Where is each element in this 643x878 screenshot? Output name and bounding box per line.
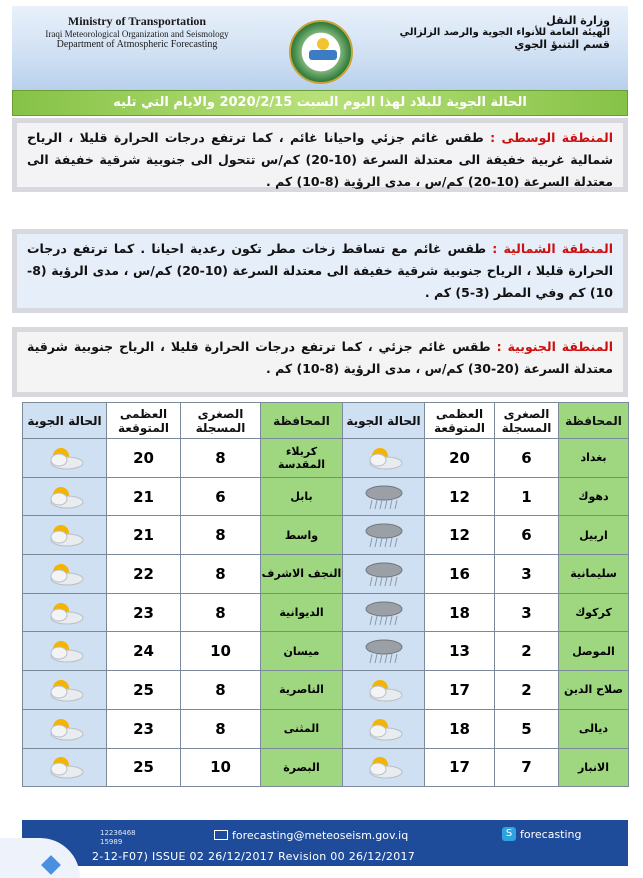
email-icon bbox=[214, 830, 228, 840]
table-row bbox=[23, 555, 629, 594]
min-temp-cell: 3 bbox=[495, 555, 559, 594]
province-cell: اربيل bbox=[559, 516, 629, 555]
condition-cell bbox=[23, 439, 107, 478]
province-cell: صلاح الدين bbox=[559, 671, 629, 710]
min-temp-cell: 8 bbox=[181, 516, 261, 555]
province-cell: ديالى bbox=[559, 709, 629, 748]
partly-cloudy-icon bbox=[37, 676, 93, 704]
partly-cloudy-icon bbox=[37, 599, 93, 627]
condition-cell bbox=[343, 593, 425, 632]
max-temp-cell: 12 bbox=[425, 516, 495, 555]
table-row bbox=[23, 671, 629, 710]
logo-sun-icon bbox=[317, 38, 329, 50]
province-cell: النجف الاشرف bbox=[261, 555, 343, 594]
forecast-title: الحالة الجوية للبلاد لهذا اليوم السبت 2020/2/15 والايام التي تليه bbox=[113, 95, 527, 110]
region-north-text: طقس غائم مع تساقط زخات مطر تكون رعدية احيانا . كما ترتفع درجات الحرارة قليلا ، الرياح جنوبية شرقية خفيفة الى معتدلة السرعة (10-20) كم/س ، مدى الرؤية (8-10) كم وفي المطر (3-5) كم . bbox=[27, 241, 613, 300]
table-row bbox=[23, 516, 629, 555]
phone-2: 15989 bbox=[100, 838, 123, 846]
footer-email[interactable]: forecasting@meteoseism.gov.iq bbox=[232, 829, 409, 842]
province-cell: الانبار bbox=[559, 748, 629, 787]
max-temp-cell: 12 bbox=[425, 477, 495, 516]
edit-pen-icon[interactable] bbox=[41, 855, 61, 875]
min-temp-cell: 3 bbox=[495, 593, 559, 632]
partly-cloudy-icon bbox=[37, 637, 93, 665]
max-temp-cell: 18 bbox=[425, 593, 495, 632]
partly-cloudy-icon bbox=[356, 753, 412, 781]
condition-cell bbox=[23, 632, 107, 671]
region-middle-label: المنطقة الوسطى : bbox=[490, 130, 613, 145]
department-name-en: Department of Atmospheric Forecasting bbox=[56, 39, 218, 50]
province-cell: دهوك bbox=[559, 477, 629, 516]
partly-cloudy-icon bbox=[37, 560, 93, 588]
max-temp-cell: 25 bbox=[107, 671, 181, 710]
col-min-2: الصغرى المسجلة bbox=[181, 403, 261, 439]
region-middle bbox=[12, 118, 628, 192]
page-header bbox=[12, 6, 628, 90]
province-cell: البصرة bbox=[261, 748, 343, 787]
footer-issue-line: 2-12-F07) ISSUE 02 26/12/2017 Revision 00 26/12/2017 bbox=[92, 850, 416, 863]
max-temp-cell: 13 bbox=[425, 632, 495, 671]
min-temp-cell: 10 bbox=[181, 748, 261, 787]
max-temp-cell: 25 bbox=[107, 748, 181, 787]
min-temp-cell: 6 bbox=[495, 439, 559, 478]
min-temp-cell: 5 bbox=[495, 709, 559, 748]
forecast-title-bar bbox=[12, 90, 628, 116]
province-cell: ميسان bbox=[261, 632, 343, 671]
col-max-2: العظمى المتوقعة bbox=[107, 403, 181, 439]
rain-icon bbox=[356, 483, 412, 511]
rain-icon bbox=[356, 521, 412, 549]
organization-name-en: Iraqi Meteorological Organization and Seismology bbox=[45, 29, 229, 39]
page-footer bbox=[22, 820, 628, 866]
max-temp-cell: 21 bbox=[107, 516, 181, 555]
col-min-1: الصغرى المسجلة bbox=[495, 403, 559, 439]
min-temp-cell: 6 bbox=[495, 516, 559, 555]
min-temp-cell: 8 bbox=[181, 555, 261, 594]
min-temp-cell: 10 bbox=[181, 632, 261, 671]
min-temp-cell: 7 bbox=[495, 748, 559, 787]
max-temp-cell: 21 bbox=[107, 477, 181, 516]
table-row bbox=[23, 593, 629, 632]
condition-cell bbox=[23, 748, 107, 787]
partly-cloudy-icon bbox=[356, 676, 412, 704]
min-temp-cell: 8 bbox=[181, 709, 261, 748]
province-cell: الموصل bbox=[559, 632, 629, 671]
max-temp-cell: 23 bbox=[107, 709, 181, 748]
partly-cloudy-icon bbox=[356, 444, 412, 472]
skype-icon: S bbox=[502, 827, 516, 841]
condition-cell bbox=[23, 593, 107, 632]
min-temp-cell: 8 bbox=[181, 439, 261, 478]
province-cell: الناصرية bbox=[261, 671, 343, 710]
province-cell: بغداد bbox=[559, 439, 629, 478]
rain-icon bbox=[356, 637, 412, 665]
province-cell: سليمانية bbox=[559, 555, 629, 594]
table-row bbox=[23, 709, 629, 748]
organization-logo bbox=[289, 20, 353, 84]
province-cell: واسط bbox=[261, 516, 343, 555]
max-temp-cell: 20 bbox=[107, 439, 181, 478]
max-temp-cell: 17 bbox=[425, 748, 495, 787]
max-temp-cell: 20 bbox=[425, 439, 495, 478]
condition-cell bbox=[343, 671, 425, 710]
partly-cloudy-icon bbox=[37, 444, 93, 472]
col-max-1: العظمى المتوقعة bbox=[425, 403, 495, 439]
min-temp-cell: 6 bbox=[181, 477, 261, 516]
max-temp-cell: 18 bbox=[425, 709, 495, 748]
max-temp-cell: 22 bbox=[107, 555, 181, 594]
phone-numbers bbox=[100, 829, 136, 847]
condition-cell bbox=[23, 516, 107, 555]
organization-name-ar: الهيئة العامة للأنواء الجوية والرصد الزلزالي bbox=[399, 27, 610, 38]
region-middle-text: طقس غائم جزئي واحيانا غائم ، كما ترتفع درجات الحرارة قليلا ، الرياح شمالية غربية خفيفة الى معتدلة السرعة (10-20) كم/س تتحول الى جنوبية شرقية خفيفة الى معتدلة السرعة (10-20) كم/س ، مدى الرؤية (8-10) كم . bbox=[27, 130, 613, 189]
max-temp-cell: 23 bbox=[107, 593, 181, 632]
region-south bbox=[12, 327, 628, 397]
col-province-2: المحافظة bbox=[261, 403, 343, 439]
col-condition-1: الحالة الجوية bbox=[343, 403, 425, 439]
max-temp-cell: 16 bbox=[425, 555, 495, 594]
col-province-1: المحافظة bbox=[559, 403, 629, 439]
partly-cloudy-icon bbox=[37, 521, 93, 549]
region-north bbox=[12, 229, 628, 313]
footer-skype[interactable]: forecasting bbox=[520, 828, 582, 841]
table-row bbox=[23, 632, 629, 671]
table-row bbox=[23, 439, 629, 478]
province-cell: كركوك bbox=[559, 593, 629, 632]
condition-cell bbox=[343, 516, 425, 555]
condition-cell bbox=[23, 477, 107, 516]
province-cell: المثنى bbox=[261, 709, 343, 748]
partly-cloudy-icon bbox=[356, 715, 412, 743]
condition-cell bbox=[343, 477, 425, 516]
condition-cell bbox=[23, 671, 107, 710]
table-header-row bbox=[23, 403, 629, 439]
province-cell: كربلاء المقدسة bbox=[261, 439, 343, 478]
condition-cell bbox=[23, 555, 107, 594]
weather-table bbox=[22, 402, 629, 787]
table-row bbox=[23, 748, 629, 787]
max-temp-cell: 17 bbox=[425, 671, 495, 710]
region-south-text: طقس غائم جزئي ، كما ترتفع درجات الحرارة قليلا ، الرياح جنوبية شرقية معتدلة السرعة (20-30) كم/س ، مدى الرؤية (8-10) كم . bbox=[27, 339, 613, 376]
partly-cloudy-icon bbox=[37, 753, 93, 781]
department-name-ar: قسم التنبؤ الجوي bbox=[514, 38, 610, 51]
logo-sea-icon bbox=[309, 50, 337, 60]
condition-cell bbox=[343, 748, 425, 787]
rain-icon bbox=[356, 599, 412, 627]
rain-icon bbox=[356, 560, 412, 588]
phone-1: 12236468 bbox=[100, 829, 136, 837]
province-cell: بابل bbox=[261, 477, 343, 516]
max-temp-cell: 24 bbox=[107, 632, 181, 671]
header-arabic bbox=[390, 14, 610, 51]
condition-cell bbox=[23, 709, 107, 748]
min-temp-cell: 8 bbox=[181, 593, 261, 632]
region-south-label: المنطقة الجنوبية : bbox=[496, 339, 614, 354]
province-cell: الديوانية bbox=[261, 593, 343, 632]
min-temp-cell: 8 bbox=[181, 671, 261, 710]
col-condition-2: الحالة الجوية bbox=[23, 403, 107, 439]
condition-cell bbox=[343, 632, 425, 671]
partly-cloudy-icon bbox=[37, 483, 93, 511]
header-english bbox=[32, 14, 242, 50]
condition-cell bbox=[343, 555, 425, 594]
min-temp-cell: 2 bbox=[495, 632, 559, 671]
min-temp-cell: 1 bbox=[495, 477, 559, 516]
ministry-name-ar: وزارة النقل bbox=[546, 14, 610, 27]
condition-cell bbox=[343, 439, 425, 478]
table-row bbox=[23, 477, 629, 516]
partly-cloudy-icon bbox=[37, 715, 93, 743]
ministry-name-en: Ministry of Transportation bbox=[67, 14, 207, 28]
region-north-label: المنطقة الشمالية : bbox=[492, 241, 613, 256]
min-temp-cell: 2 bbox=[495, 671, 559, 710]
condition-cell bbox=[343, 709, 425, 748]
